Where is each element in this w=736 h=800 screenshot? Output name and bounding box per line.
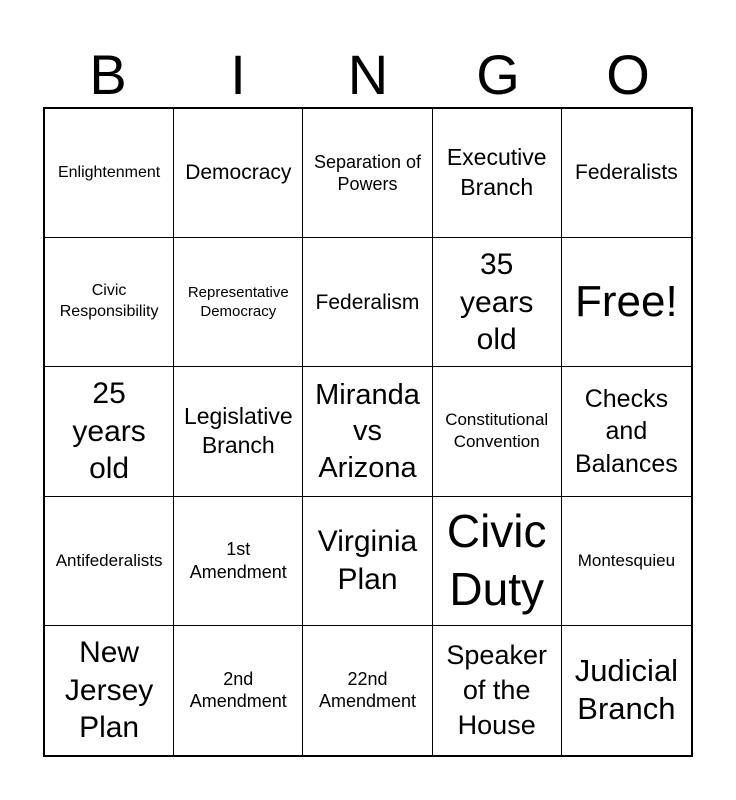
header-letter-i: I xyxy=(230,43,246,106)
bingo-cell[interactable] xyxy=(174,497,303,626)
cell-label: 22nd Amendment xyxy=(318,668,417,712)
cell-label: Executive Branch xyxy=(446,144,547,201)
bingo-cell[interactable] xyxy=(45,367,174,496)
bingo-cell[interactable] xyxy=(433,626,562,755)
bingo-cell[interactable] xyxy=(174,109,303,238)
bingo-cell[interactable] xyxy=(562,497,691,626)
bingo-cell[interactable] xyxy=(303,626,432,755)
bingo-cell[interactable] xyxy=(45,497,174,626)
cell-label: 25 years old xyxy=(72,377,146,486)
cell-label: Judicial Branch xyxy=(574,652,679,727)
cell-label: 2nd Amendment xyxy=(189,668,287,712)
cell-label: Democracy xyxy=(185,161,292,185)
header-letter-n: N xyxy=(347,43,389,106)
free-space-cell[interactable] xyxy=(562,238,691,367)
bingo-cell[interactable] xyxy=(45,626,174,755)
bingo-board xyxy=(43,107,693,757)
cell-label: New Jersey Plan xyxy=(64,636,154,745)
bingo-cell[interactable] xyxy=(562,367,691,496)
bingo-cell[interactable] xyxy=(562,109,691,238)
bingo-cell[interactable] xyxy=(174,238,303,367)
cell-label: Federalism xyxy=(315,290,420,314)
header-letter-o: O xyxy=(606,43,650,106)
cell-label: Civic Duty xyxy=(446,505,547,615)
bingo-cell[interactable] xyxy=(433,367,562,496)
cell-label: Constitutional Convention xyxy=(445,410,549,452)
cell-label: Miranda vs Arizona xyxy=(315,379,420,484)
cell-label: 35 years old xyxy=(460,248,534,357)
bingo-cell[interactable] xyxy=(303,238,432,367)
cell-label: Separation of Powers xyxy=(313,151,422,195)
bingo-cell[interactable] xyxy=(303,497,432,626)
cell-label: Montesquieu xyxy=(577,550,676,570)
bingo-cell[interactable] xyxy=(433,109,562,238)
bingo-cell[interactable] xyxy=(174,367,303,496)
cell-label: Speaker of the House xyxy=(446,639,547,740)
bingo-cell[interactable] xyxy=(303,109,432,238)
cell-label: Representative Democracy xyxy=(187,283,289,321)
bingo-cell[interactable] xyxy=(303,367,432,496)
cell-label: Virginia Plan xyxy=(317,525,418,596)
cell-label: Enlightenment xyxy=(57,163,161,181)
cell-label: Legislative Branch xyxy=(183,402,293,459)
cell-label: 1st Amendment xyxy=(189,539,287,582)
bingo-cell[interactable] xyxy=(562,626,691,755)
cell-label: Federalists xyxy=(575,161,678,185)
header-letter-b: B xyxy=(89,43,127,106)
bingo-cell[interactable] xyxy=(174,626,303,755)
free-space-label: Free! xyxy=(575,277,678,327)
cell-label: Checks and Balances xyxy=(574,384,678,478)
bingo-cell[interactable] xyxy=(433,497,562,626)
bingo-cell[interactable] xyxy=(45,109,174,238)
bingo-cell[interactable] xyxy=(433,238,562,367)
cell-label: Antifederalists xyxy=(55,550,163,570)
cell-label: Civic Responsibility xyxy=(59,282,159,321)
bingo-cell[interactable] xyxy=(45,238,174,367)
bingo-header xyxy=(43,44,693,106)
header-letter-g: G xyxy=(476,43,520,106)
